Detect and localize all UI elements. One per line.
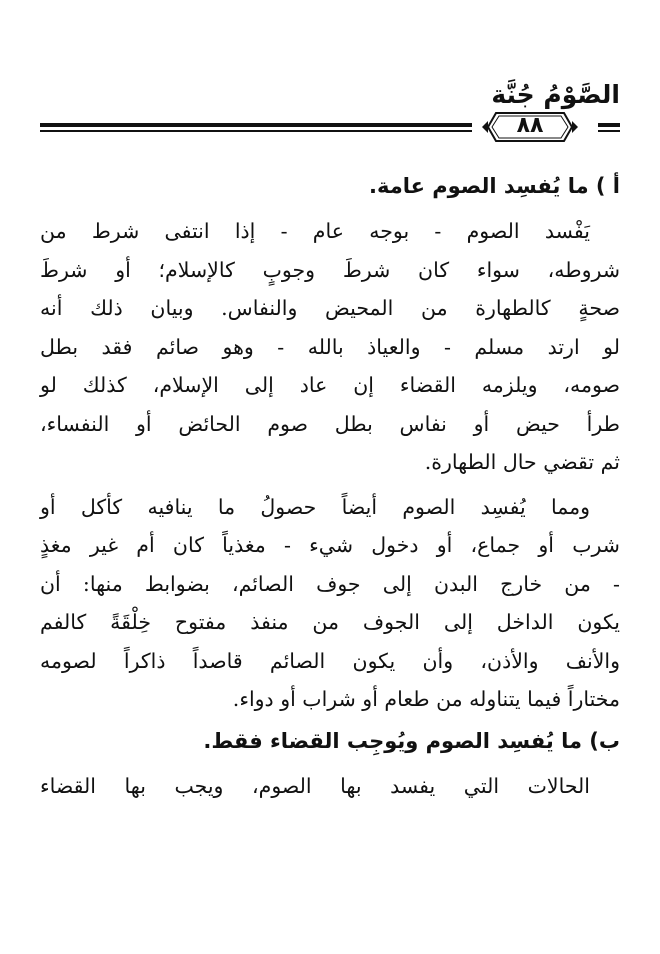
header-rule-right-thin: [598, 130, 620, 132]
section-b-title: ب) ما يُفسِد الصوم ويُوجِب القضاء فقط.: [203, 728, 620, 753]
text-line: صحةٍ كالطهارة من المحيض والنفاس. وبيان ذلك أنه: [40, 296, 620, 320]
section-b-paragraph-1: [40, 767, 620, 806]
text-line: الحالات التي يفسد بها الصوم، ويجب بها القضاء: [40, 773, 590, 798]
text-line: مختاراً فيما يتناوله من طعام أو شراب أو دواء.: [232, 687, 620, 711]
page-number-frame: [480, 110, 580, 144]
header-rule-right-thick: [598, 123, 620, 127]
section-a-title: أ ) ما يُفسِد الصوم عامة.: [368, 174, 620, 198]
running-title: الصَّوْمُ جُنَّة: [491, 80, 620, 109]
page-header: [40, 80, 620, 146]
text-line: شرب أو جماع، أو دخول شيء - مغذياً كان أم غير مغذٍ: [40, 533, 620, 557]
page-number: ٨٨: [516, 113, 544, 138]
text-line: يَفْسد الصوم - بوجه عام - إذا انتفى شرط من: [40, 219, 590, 243]
text-line: صومه، ويلزمه القضاء إن عاد إلى الإسلام، كذلك لو: [40, 373, 620, 397]
text-line: - من خارج البدن إلى جوف الصائم، بضوابط منها: أن: [40, 571, 620, 596]
text-line: ومما يُفسِد الصوم أيضاً حصولُ ما ينافيه كأكل أو: [40, 494, 590, 519]
section-a-paragraph-1: [40, 212, 620, 482]
text-line: والأنف والأذن، وأن يكون الصائم قاصداً ذاكراً لصومه: [40, 648, 620, 673]
text-line: يكون الداخل إلى الجوف من منفذ مفتوح خِلْقَةً كالفم: [40, 610, 620, 634]
text-line: طرأ حيض أو نفاس بطل صوم الحائض أو النفساء،: [40, 411, 620, 436]
section-a-paragraph-2: [40, 488, 620, 719]
text-line: ثم تقضي حال الطهارة.: [424, 450, 620, 474]
header-rule-left-thick: [40, 123, 472, 127]
header-rule-left-thin: [40, 130, 472, 132]
text-line: شروطه، سواء كان شرطَ وجوبٍ كالإسلام؛ أو شرطَ: [40, 257, 620, 282]
text-line: لو ارتد مسلم - والعياذ بالله - وهو صائم فقد بطل: [40, 334, 620, 359]
page-content: [40, 168, 620, 805]
header-rules: [40, 110, 620, 146]
